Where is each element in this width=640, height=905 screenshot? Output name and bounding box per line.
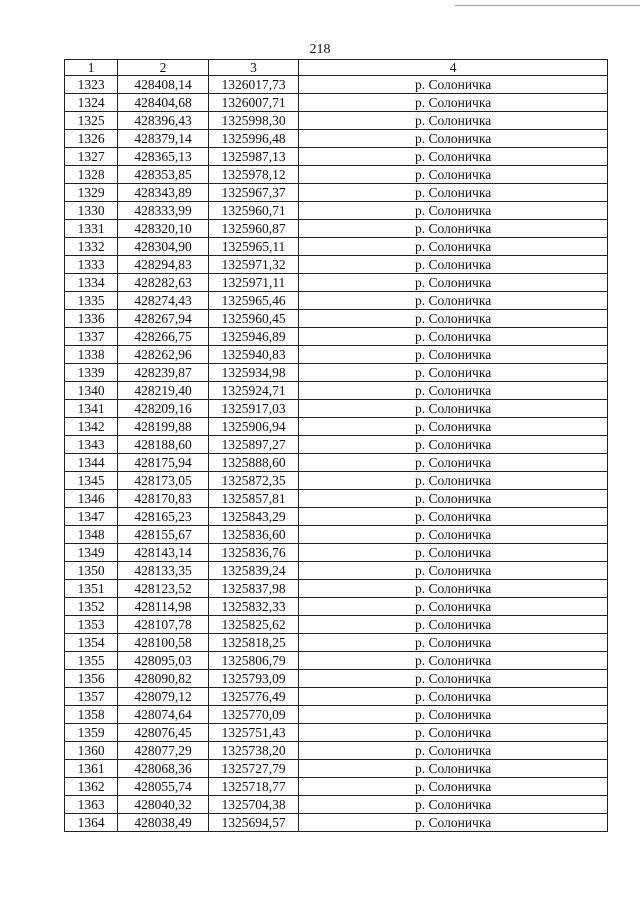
point-number-cell: 1358 [65,706,118,724]
scan-edge-line [455,5,640,6]
table-row [65,400,608,418]
x-coordinate-cell: 428095,03 [118,652,208,670]
x-coordinate-cell: 428304,90 [118,238,208,256]
x-coordinate-cell: 428209,16 [118,400,208,418]
x-coordinate-cell: 428090,82 [118,670,208,688]
table-row [65,742,608,760]
table-row [65,454,608,472]
y-coordinate-cell: 1325897,27 [208,436,298,454]
table-row [65,382,608,400]
y-coordinate-cell: 1325843,29 [208,508,298,526]
table-row [65,760,608,778]
point-number-cell: 1341 [65,400,118,418]
point-number-cell: 1354 [65,634,118,652]
point-number-cell: 1346 [65,490,118,508]
table-row [65,778,608,796]
table-row [65,256,608,274]
y-coordinate-cell: 1325836,60 [208,526,298,544]
description-cell: р. Солоничка [299,544,608,562]
y-coordinate-cell: 1325934,98 [208,364,298,382]
x-coordinate-cell: 428165,23 [118,508,208,526]
table-row [65,418,608,436]
y-coordinate-cell: 1326007,71 [208,94,298,112]
table-row [65,490,608,508]
description-cell: р. Солоничка [299,706,608,724]
table-row [65,670,608,688]
table-row [65,598,608,616]
description-cell: р. Солоничка [299,418,608,436]
y-coordinate-cell: 1325960,87 [208,220,298,238]
description-cell: р. Солоничка [299,382,608,400]
x-coordinate-cell: 428079,12 [118,688,208,706]
description-cell: р. Солоничка [299,436,608,454]
x-coordinate-cell: 428199,88 [118,418,208,436]
table-row [65,796,608,814]
description-cell: р. Солоничка [299,490,608,508]
point-number-cell: 1330 [65,202,118,220]
y-coordinate-cell: 1325960,71 [208,202,298,220]
description-cell: р. Солоничка [299,598,608,616]
point-number-cell: 1364 [65,814,118,832]
point-number-cell: 1349 [65,544,118,562]
point-number-cell: 1343 [65,436,118,454]
y-coordinate-cell: 1326017,73 [208,76,298,94]
point-number-cell: 1337 [65,328,118,346]
table-row [65,112,608,130]
description-cell: р. Солоничка [299,346,608,364]
y-coordinate-cell: 1325978,12 [208,166,298,184]
y-coordinate-cell: 1325940,83 [208,346,298,364]
table-row [65,292,608,310]
table-row [65,436,608,454]
description-cell: р. Солоничка [299,778,608,796]
point-number-cell: 1342 [65,418,118,436]
description-cell: р. Солоничка [299,94,608,112]
y-coordinate-cell: 1325965,46 [208,292,298,310]
x-coordinate-cell: 428343,89 [118,184,208,202]
point-number-cell: 1339 [65,364,118,382]
description-cell: р. Солоничка [299,364,608,382]
description-cell: р. Солоничка [299,616,608,634]
x-coordinate-cell: 428320,10 [118,220,208,238]
description-cell: р. Солоничка [299,454,608,472]
table-row [65,652,608,670]
y-coordinate-cell: 1325751,43 [208,724,298,742]
point-number-cell: 1333 [65,256,118,274]
y-coordinate-cell: 1325872,35 [208,472,298,490]
point-number-cell: 1360 [65,742,118,760]
y-coordinate-cell: 1325987,13 [208,148,298,166]
y-coordinate-cell: 1325946,89 [208,328,298,346]
x-coordinate-cell: 428188,60 [118,436,208,454]
column-header-4: 4 [299,60,608,76]
x-coordinate-cell: 428262,96 [118,346,208,364]
point-number-cell: 1345 [65,472,118,490]
x-coordinate-cell: 428143,14 [118,544,208,562]
table-row [65,724,608,742]
table-row [65,148,608,166]
y-coordinate-cell: 1325998,30 [208,112,298,130]
x-coordinate-cell: 428266,75 [118,328,208,346]
description-cell: р. Солоничка [299,724,608,742]
table-row [65,220,608,238]
point-number-cell: 1331 [65,220,118,238]
y-coordinate-cell: 1325694,57 [208,814,298,832]
table-row [65,184,608,202]
y-coordinate-cell: 1325839,24 [208,562,298,580]
column-header-2: 2 [118,60,208,76]
table-body [65,76,608,832]
y-coordinate-cell: 1325857,81 [208,490,298,508]
x-coordinate-cell: 428379,14 [118,130,208,148]
point-number-cell: 1336 [65,310,118,328]
table-row [65,202,608,220]
table-row [65,310,608,328]
description-cell: р. Солоничка [299,508,608,526]
point-number-cell: 1334 [65,274,118,292]
x-coordinate-cell: 428274,43 [118,292,208,310]
point-number-cell: 1357 [65,688,118,706]
point-number-cell: 1328 [65,166,118,184]
description-cell: р. Солоничка [299,256,608,274]
table-row [65,328,608,346]
point-number-cell: 1353 [65,616,118,634]
x-coordinate-cell: 428077,29 [118,742,208,760]
point-number-cell: 1347 [65,508,118,526]
table-row [65,814,608,832]
table-row [65,688,608,706]
x-coordinate-cell: 428353,85 [118,166,208,184]
point-number-cell: 1361 [65,760,118,778]
y-coordinate-cell: 1325818,25 [208,634,298,652]
description-cell: р. Солоничка [299,76,608,94]
description-cell: р. Солоничка [299,148,608,166]
table-row [65,580,608,598]
x-coordinate-cell: 428239,87 [118,364,208,382]
x-coordinate-cell: 428100,58 [118,634,208,652]
x-coordinate-cell: 428408,14 [118,76,208,94]
table-row [65,616,608,634]
point-number-cell: 1340 [65,382,118,400]
description-cell: р. Солоничка [299,310,608,328]
description-cell: р. Солоничка [299,652,608,670]
point-number-cell: 1362 [65,778,118,796]
description-cell: р. Солоничка [299,400,608,418]
table-row [65,706,608,724]
page-number: 218 [309,42,331,57]
description-cell: р. Солоничка [299,760,608,778]
x-coordinate-cell: 428365,13 [118,148,208,166]
y-coordinate-cell: 1325825,62 [208,616,298,634]
description-cell: р. Солоничка [299,220,608,238]
table-row [65,364,608,382]
description-cell: р. Солоничка [299,328,608,346]
point-number-cell: 1324 [65,94,118,112]
coordinates-table [64,59,608,832]
y-coordinate-cell: 1325967,37 [208,184,298,202]
table-row [65,544,608,562]
point-number-cell: 1323 [65,76,118,94]
point-number-cell: 1326 [65,130,118,148]
x-coordinate-cell: 428068,36 [118,760,208,778]
y-coordinate-cell: 1325971,32 [208,256,298,274]
x-coordinate-cell: 428107,78 [118,616,208,634]
point-number-cell: 1348 [65,526,118,544]
point-number-cell: 1351 [65,580,118,598]
y-coordinate-cell: 1325965,11 [208,238,298,256]
description-cell: р. Солоничка [299,274,608,292]
point-number-cell: 1338 [65,346,118,364]
point-number-cell: 1356 [65,670,118,688]
point-number-cell: 1332 [65,238,118,256]
y-coordinate-cell: 1325906,94 [208,418,298,436]
table-row [65,94,608,112]
description-cell: р. Солоничка [299,130,608,148]
x-coordinate-cell: 428114,98 [118,598,208,616]
description-cell: р. Солоничка [299,580,608,598]
point-number-cell: 1344 [65,454,118,472]
description-cell: р. Солоничка [299,526,608,544]
y-coordinate-cell: 1325793,09 [208,670,298,688]
y-coordinate-cell: 1325704,38 [208,796,298,814]
x-coordinate-cell: 428173,05 [118,472,208,490]
point-number-cell: 1329 [65,184,118,202]
table-header-row [65,60,608,76]
table-row [65,166,608,184]
x-coordinate-cell: 428294,83 [118,256,208,274]
table-row [65,526,608,544]
description-cell: р. Солоничка [299,670,608,688]
description-cell: р. Солоничка [299,184,608,202]
x-coordinate-cell: 428175,94 [118,454,208,472]
y-coordinate-cell: 1325832,33 [208,598,298,616]
table-row [65,472,608,490]
x-coordinate-cell: 428267,94 [118,310,208,328]
point-number-cell: 1350 [65,562,118,580]
x-coordinate-cell: 428076,45 [118,724,208,742]
description-cell: р. Солоничка [299,472,608,490]
point-number-cell: 1352 [65,598,118,616]
x-coordinate-cell: 428219,40 [118,382,208,400]
table-row [65,274,608,292]
y-coordinate-cell: 1325776,49 [208,688,298,706]
x-coordinate-cell: 428123,52 [118,580,208,598]
point-number-cell: 1363 [65,796,118,814]
table-row [65,634,608,652]
description-cell: р. Солоничка [299,814,608,832]
y-coordinate-cell: 1325888,60 [208,454,298,472]
description-cell: р. Солоничка [299,796,608,814]
y-coordinate-cell: 1325837,98 [208,580,298,598]
table-row [65,562,608,580]
point-number-cell: 1359 [65,724,118,742]
description-cell: р. Солоничка [299,112,608,130]
table-row [65,238,608,256]
x-coordinate-cell: 428170,83 [118,490,208,508]
point-number-cell: 1327 [65,148,118,166]
column-header-1: 1 [65,60,118,76]
y-coordinate-cell: 1325770,09 [208,706,298,724]
x-coordinate-cell: 428038,49 [118,814,208,832]
table-row [65,130,608,148]
x-coordinate-cell: 428074,64 [118,706,208,724]
description-cell: р. Солоничка [299,166,608,184]
description-cell: р. Солоничка [299,742,608,760]
x-coordinate-cell: 428040,32 [118,796,208,814]
description-cell: р. Солоничка [299,562,608,580]
column-header-3: 3 [208,60,298,76]
x-coordinate-cell: 428333,99 [118,202,208,220]
y-coordinate-cell: 1325727,79 [208,760,298,778]
x-coordinate-cell: 428404,68 [118,94,208,112]
y-coordinate-cell: 1325718,77 [208,778,298,796]
y-coordinate-cell: 1325996,48 [208,130,298,148]
y-coordinate-cell: 1325960,45 [208,310,298,328]
x-coordinate-cell: 428155,67 [118,526,208,544]
point-number-cell: 1355 [65,652,118,670]
point-number-cell: 1325 [65,112,118,130]
table-row [65,508,608,526]
x-coordinate-cell: 428282,63 [118,274,208,292]
point-number-cell: 1335 [65,292,118,310]
x-coordinate-cell: 428396,43 [118,112,208,130]
description-cell: р. Солоничка [299,238,608,256]
y-coordinate-cell: 1325917,03 [208,400,298,418]
description-cell: р. Солоничка [299,688,608,706]
x-coordinate-cell: 428055,74 [118,778,208,796]
description-cell: р. Солоничка [299,292,608,310]
table-row [65,76,608,94]
y-coordinate-cell: 1325924,71 [208,382,298,400]
y-coordinate-cell: 1325738,20 [208,742,298,760]
y-coordinate-cell: 1325806,79 [208,652,298,670]
y-coordinate-cell: 1325971,11 [208,274,298,292]
x-coordinate-cell: 428133,35 [118,562,208,580]
table-row [65,346,608,364]
description-cell: р. Солоничка [299,634,608,652]
y-coordinate-cell: 1325836,76 [208,544,298,562]
description-cell: р. Солоничка [299,202,608,220]
